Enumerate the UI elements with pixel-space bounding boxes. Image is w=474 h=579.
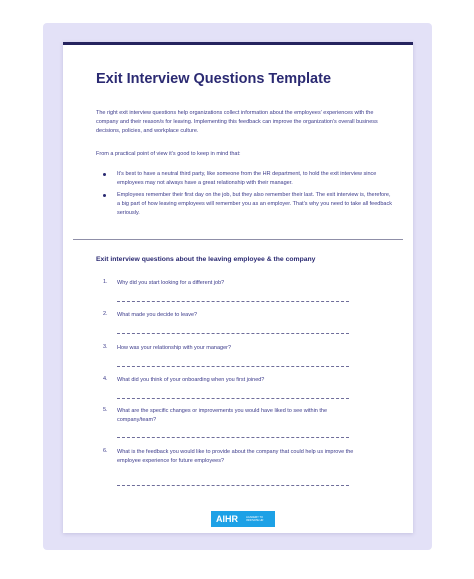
question-text: Why did you start looking for a different job? [117, 280, 225, 286]
answer-line[interactable] [117, 366, 349, 367]
answer-line[interactable] [117, 485, 349, 486]
logo-tagline-line: INNOVATE HR [246, 519, 264, 522]
document-page [63, 42, 413, 533]
question-number: 2. [103, 311, 108, 317]
lead-sentence: From a practical point of view it’s good to keep in mind that: [96, 151, 241, 157]
question-text: What did you think of your onboarding when you first joined? [117, 377, 265, 383]
bullet-text: It’s best to have a neutral third party, like someone from the HR department, to hold the exit interview since employees may not always have a great relationship with their manager. [117, 171, 377, 186]
bullet-icon [103, 194, 106, 197]
intro-paragraph: The right exit interview questions help organizations collect information about the employees’ experiences with the company and their reason/s for leaving. Implementing this feedback can improve the organization’s overall business decisions, policies, and workplace culture. [96, 110, 378, 134]
question-text: What is the feedback you would like to provide about the company that could help us improve the employee experience for future employees? [117, 449, 354, 464]
aihr-logo [211, 511, 275, 527]
answer-line[interactable] [117, 301, 349, 302]
answer-line[interactable] [117, 437, 349, 438]
question-text: What are the specific changes or improvements you would have liked to see within the company/team? [117, 408, 328, 423]
list-item [103, 170, 393, 188]
answer-line[interactable] [117, 333, 349, 334]
question-number: 5. [103, 407, 108, 413]
document-title: Exit Interview Questions Template [96, 71, 332, 87]
top-accent-bar [63, 42, 413, 45]
section-heading: Exit interview questions about the leaving employee & the company [96, 256, 316, 263]
tips-list [103, 170, 393, 221]
question-number: 4. [103, 376, 108, 382]
answer-line[interactable] [117, 398, 349, 399]
logo-wordmark: AIHR [216, 514, 238, 524]
list-item [103, 191, 393, 218]
logo-tagline-line: ACADEMY TO [246, 515, 264, 519]
question-number: 1. [103, 279, 108, 285]
question-number: 6. [103, 448, 108, 454]
question-number: 3. [103, 344, 108, 350]
bullet-text: Employees remember their first day on the job, but they also remember their last. The exit interview is, therefore, a big part of how leaving employees will remember you as an employer. That’s why you need to take all feedback seriously. [117, 192, 392, 216]
bullet-icon [103, 173, 106, 176]
question-text: How was your relationship with your manager? [117, 345, 232, 351]
section-divider [73, 239, 403, 240]
logo-tagline [244, 516, 263, 523]
question-text: What made you decide to leave? [117, 312, 198, 318]
